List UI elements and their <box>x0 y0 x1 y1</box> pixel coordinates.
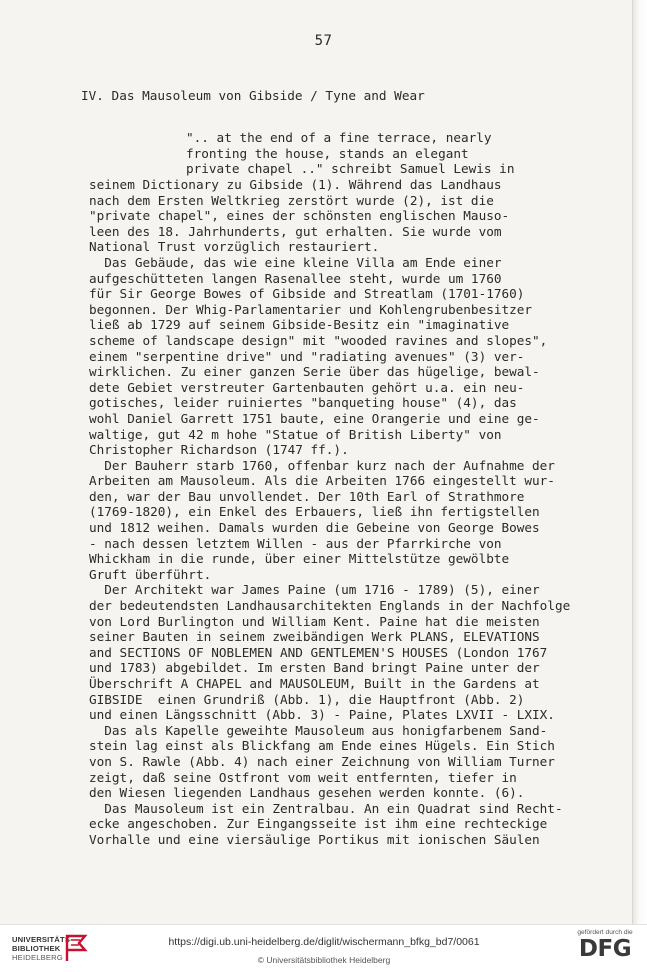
text-line: ecke angeschoben. Zur Eingangsseite ist ihm eine rechteckige <box>89 816 548 832</box>
text-line: von Lord Burlington und William Kent. Paine hat die meisten <box>89 613 540 629</box>
text-line: (1769-1820), ein Enkel des Erbauers, ließ ihn fertigstellen <box>89 504 540 520</box>
dfg-wordmark: DFG <box>578 936 632 962</box>
dfg-caption: gefördert durch die <box>577 929 633 936</box>
chapter-heading: IV. Das Mausoleum von Gibside / Tyne and Wear <box>81 88 425 103</box>
text-line: Der Bauherr starb 1760, offenbar kurz nach der Aufnahme der <box>89 457 555 473</box>
body-text <box>89 177 570 848</box>
text-line: Überschrift A CHAPEL and MAUSOLEUM, Built in the Gardens at <box>89 676 540 691</box>
text-line: leen des 18. Jahrhunderts, gut erhalten. Sie wurde vom <box>89 223 502 239</box>
text-line: - nach dessen letztem Willen - aus der Pfarrkirche von <box>89 535 502 551</box>
quote-block <box>186 130 514 177</box>
text-line: "private chapel", eines der schönsten englischen Mauso- <box>89 208 510 224</box>
text-line: und 1783) abgebildet. Im ersten Band bringt Paine unter der <box>89 660 540 676</box>
text-line: wirklichen. Zu einer ganzen Serie über das hügelige, bewal- <box>89 364 540 380</box>
quote-line: ".. at the end of a fine terrace, nearly <box>186 130 492 145</box>
text-line: Arbeiten am Mausoleum. Als die Arbeiten 1766 eingestellt wur- <box>89 473 555 489</box>
page-number: 57 <box>314 33 333 49</box>
text-line: Christopher Richardson (1747 ff.). <box>89 442 349 458</box>
quote-line: fronting the house, stands an elegant <box>186 145 469 161</box>
text-line: Der Architekt war James Paine (um 1716 - 1789) (5), einer <box>89 582 540 598</box>
text-line: für Sir George Bowes of Gibside and Streatlam (1701-1760) <box>89 286 525 302</box>
logo-line: UNIVERSITÄTS- <box>12 935 73 944</box>
text-line: von S. Rawle (Abb. 4) nach einer Zeichnung von William Turner <box>89 753 555 769</box>
copyright-notice: © Universitätsbibliothek Heidelberg <box>257 955 391 965</box>
text-line: einem "serpentine drive" und "radiating avenues" (3) ver- <box>89 348 525 364</box>
text-line: Das Mausoleum ist ein Zentralbau. An ein Quadrat sind Recht- <box>89 800 563 816</box>
text-line: Whickham in die runde, über einer Mittelstütze gewölbte <box>89 551 510 567</box>
text-line: wohl Daniel Garrett 1751 baute, eine Orangerie und eine ge- <box>89 410 540 426</box>
text-line: gotisches, leider ruiniertes "banqueting house" (4), das <box>89 395 517 411</box>
document-url-link[interactable]: https://digi.ub.uni-heidelberg.de/diglit/wischermann_bfkg_bd7/0061 <box>168 936 480 948</box>
logo-line: BIBLIOTHEK <box>12 944 61 953</box>
text-line: Gruft überführt. <box>89 566 212 582</box>
text-line: aufgeschütteten langen Rasenallee steht, wurde um 1760 <box>89 270 502 286</box>
text-line: and SECTIONS OF NOBLEMEN AND GENTLEMEN'S HOUSES (London 1767 <box>89 644 548 660</box>
text-line: GIBSIDE einen Grundriß (Abb. 1), die Hauptfront (Abb. 2) <box>89 691 525 707</box>
text-line: begonnen. Der Whig-Parlamentarier und Kohlengrubenbesitzer <box>89 301 533 317</box>
text-line: ließ ab 1729 auf seinem Gibside-Besitz ein "imaginative <box>89 317 510 333</box>
text-line: den, war der Bau unvollendet. Der 10th Earl of Strathmore <box>89 488 525 504</box>
dfg-logo[interactable] <box>570 929 640 962</box>
text-line: Das als Kapelle geweihte Mausoleum aus honigfarbenem Sand- <box>89 722 548 738</box>
text-line: stein lag einst als Blickfang am Ende eines Hügels. Ein Stich <box>89 738 555 754</box>
text-line: den Wiesen liegenden Landhaus gesehen werden konnte. (6). <box>89 785 525 801</box>
text-line: waltige, gut 42 m hohe "Statue of British Liberty" von <box>89 426 502 442</box>
library-flag-icon <box>63 933 89 963</box>
text-line: scheme of landscape design" mit "wooded ravines and slopes", <box>89 332 548 348</box>
page-edge <box>632 0 647 924</box>
text-line: seinem Dictionary zu Gibside (1). Während das Landhaus <box>89 177 502 192</box>
text-line: zeigt, daß seine Ostfront vom weit entfernten, tiefer in <box>89 769 517 785</box>
text-line: dete Gebiet verstreuter Gartenbauten gehört u.a. ein neu- <box>89 379 525 395</box>
text-line: Vorhalle und eine viersäulige Portikus mit ionischen Säulen <box>89 831 540 847</box>
text-line: und 1812 weihen. Damals wurden die Gebeine von George Bowes <box>89 520 540 536</box>
text-line: National Trust vorzüglich restauriert. <box>89 239 380 255</box>
footer-bar <box>0 924 647 972</box>
text-line: und einen Längsschnitt (Abb. 3) - Paine, Plates LXVII - LXIX. <box>89 707 555 723</box>
quote-line: private chapel .." schreibt Samuel Lewis in <box>186 161 515 177</box>
text-line: nach dem Ersten Weltkrieg zerstört wurde (2), ist die <box>89 192 494 208</box>
logo-line: HEIDELBERG <box>12 953 63 962</box>
text-line: Das Gebäude, das wie eine kleine Villa am Ende einer <box>89 254 502 270</box>
text-line: der bedeutendsten Landhausarchitekten Englands in der Nachfolge <box>89 598 571 614</box>
text-line: seiner Bauten in seinem zweibändigen Werk PLANS, ELEVATIONS <box>89 629 540 645</box>
